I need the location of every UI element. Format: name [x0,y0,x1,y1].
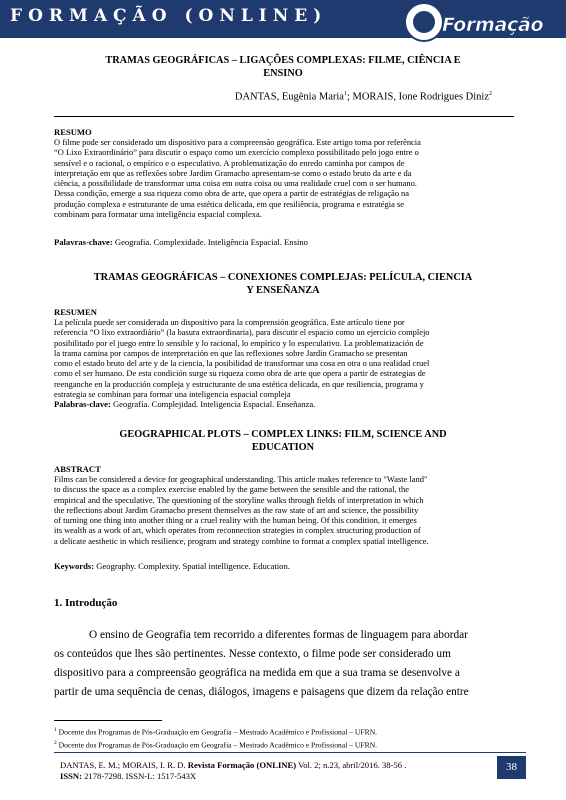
journal-title: FORMAÇÃO (ONLINE) [10,6,328,26]
keywords-pt [54,237,308,247]
citation-volume: Vol. 2; n.23, abril/2016. 38-56 . [296,760,407,770]
issn-value: 2178-7298. ISSN-L: 1517-543X [81,771,197,781]
keywords-label: Keywords: [54,561,95,571]
abstract-es [54,317,514,399]
keywords-label: Palabras-clave: [54,399,111,409]
abstract-line: posibilitado por el juego entre lo sensible y lo racional, lo empírico y lo especulativo. La problematización de [54,337,424,348]
abstract-line: interpretação em que as reflexões sobre Jardim Gramacho apresentam-se como o estado bruto da arte e da [54,167,412,178]
footnotes [54,725,377,750]
keywords-text: Geografía. Complejidad. Inteligencia Espacial. Enseñanza. [110,399,316,409]
keywords-text: Geography. Complexity. Spatial intelligence. Education. [94,561,290,571]
abstract-line: Dessa condição, emerge a sua riqueza como obra de arte, que opera a partir de estratégias de religação na [54,188,409,199]
body-line: os conteúdos que lhes são pertinentes. Nesse contexto, o filme pode ser considerado um [54,648,451,660]
author-2: ; MORAIS, Ione Rodrigues Diniz [346,91,489,103]
footnote-1: $^1$ Docente dos Programas de Pós-Graduação em Geografia – Mestrado Acadêmico e Profissional – UFRN. [54,727,378,737]
authors [235,91,492,103]
abstract-line: Films can be considered a device for geographical understanding. This article makes reference to "Waste land" [54,474,428,484]
body-line: O ensino de Geografia tem recorrido a diferentes formas de linguagem para abordar [89,629,468,641]
title-line: ENSINO [263,68,303,79]
keywords-text: Geografia. Complexidade. Inteligência Espacial. Ensino [112,237,308,247]
abstract-label-pt: RESUMO [54,127,92,137]
abstract-line: sensível e o racional, o empírico e o especulativo. A problematização do enredo caminha por campos de [54,157,405,168]
article-title-pt [60,54,506,80]
title-line: TRAMAS GEOGRÁFICAS – CONEXIONES COMPLEJAS: PELÍCULA, CIENCIA [93,272,473,283]
title-line: GEOGRAPHICAL PLOTS – COMPLEX LINKS: FILM, SCIENCE AND [119,429,447,440]
keywords-es [54,399,315,409]
abstract-line: to discuss the space as a complex exercise enabled by the game between the sensible and the rational, the [54,484,409,495]
abstract-line: O filme pode ser considerado um dispositivo para a compreensão geográfica. Este artigo toma por referência [54,137,421,147]
page-number: 38 [497,756,526,779]
author-divider [54,116,514,117]
logo-globe-icon [404,2,444,42]
abstract-line: of turning one thing into another thing or a cruel reality with the human being. Of this condition, it emerges [54,515,417,526]
abstract-pt [54,137,514,219]
title-line: EDUCATION [251,442,315,453]
abstract-line: empirical and the speculative. The questioning of the storyline walks through fields of interpretation in which [54,494,424,505]
abstract-line: combinam para formatar uma inteligência espacial complexa. [54,209,262,220]
abstract-line: produção complexa e estruturante de uma estética delicada, em que resiliência, programa e estratégia se [54,198,404,209]
abstract-en [54,474,514,546]
abstract-line: ciência, a possibilidade de transformar uma coisa em outra coisa ou uma realidade cruel com o ser humano. [54,178,417,189]
keywords-en [54,561,290,571]
abstract-line: a delicate aesthetic in which resilience, program and strategy combine to format a complex spatial intelligence. [54,535,429,546]
abstract-line: referencia “O lixo extraordiário” (la basura extraordinaria), para discutir el espacio como un ejercicio complejo [54,327,430,338]
article-title-en [60,428,506,454]
footer-divider [54,752,526,753]
body-line: dispositivo para a compreensão geográfica na medida em que a sua trama se desenvolve a [54,667,460,679]
abstract-line: La película puede ser considerada un dispositivo para la comprensión geográfica. Este artículo tiene por [54,317,405,327]
keywords-label: Palavras-chave: [54,237,113,247]
abstract-line: como el estado bruto del arte y de la ciencia, la posibilidad de transformar una cosa en otra o una realidad cruel [54,358,430,369]
article-title-es [60,271,506,297]
abstract-line: reenganche en la producción compleja y estructurante de una estética delicada, en que resiliencia, programa y [54,378,424,389]
abstract-line: la trama camina por campos de interpretación en que las reflexiones sobre Jardín Gramacho se presentan [54,347,408,358]
footnote-2: $^2$ Docente dos Programas de Pós-Graduação em Geografia – Mestrado Acadêmico e Profissional – UFRN. [54,739,378,750]
abstract-line: estrategia se combinan para formar una inteligencia espacial compleja [54,389,291,400]
logo-text: Formação [442,14,544,36]
title-line: TRAMAS GEOGRÁFICAS – LIGAÇÕES COMPLEXAS: FILME, CIÊNCIA E [105,55,461,66]
footnote-divider [54,720,162,721]
footnote-ref[interactable]: 2 [489,91,492,97]
abstract-line: como el ser humano. De esta condición surge su riqueza como obra de arte que opera a partir de estrategias de [54,368,426,379]
body-line: partir de uma sequência de cenas, diálogos, imagens e paisagens que dizem da relação entre [54,686,469,698]
abstract-line: the reflections about Jardim Gramacho present themselves as the raw state of art and science, the possibility [54,504,419,515]
introduction-body [54,626,514,702]
title-line: Y ENSEÑANZA [246,285,320,296]
abstract-label-en: ABSTRACT [54,464,101,474]
author-1: DANTAS, Eugênia Maria [234,91,344,103]
abstract-line: its wealth as a work of art, which operates from reconnection strategies in complex structuring production of [54,525,421,536]
abstract-label-es: RESUMEN [54,307,97,317]
citation-journal: Revista Formação (ONLINE) [187,760,297,770]
abstract-line: “O Lixo Extraordinário” para discutir o espaço como um exercício complexo possibilitado pelo jogo entre o [54,147,419,158]
section-heading-introduction: 1. Introdução [54,597,118,609]
footnote-ref[interactable]: 1 [343,91,347,97]
issn-label: ISSN: [60,771,82,781]
footer-citation [60,760,406,782]
citation-authors: DANTAS, E. M.; MORAIS, I. R. D. [60,760,188,770]
journal-logo [402,2,560,42]
